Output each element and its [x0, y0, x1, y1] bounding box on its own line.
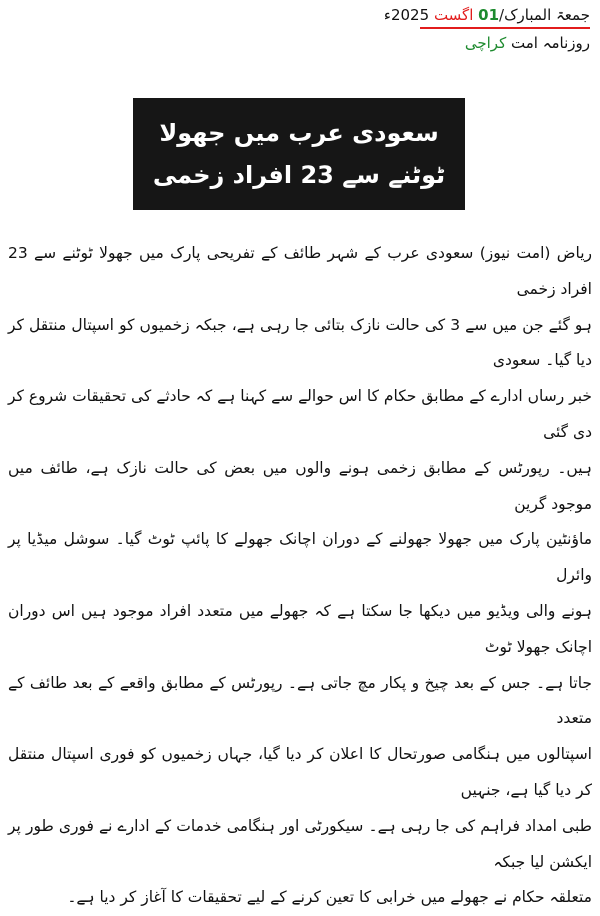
date-line — [290, 4, 590, 26]
article-line: اسپتالوں میں ہنگامی صورتحال کا اعلان کر دیا گیا، جہاں زخمیوں کو فوری اسپتال منتقل کر دیا گیا ہے، جنہیں — [8, 745, 592, 799]
article-line: ہونے والی ویڈیو میں دیکھا جا سکتا ہے کہ جھولے میں متعدد افراد موجود ہیں اس دوران اچانک جھولا ٹوٹ — [8, 601, 592, 656]
headline-box — [133, 98, 465, 210]
date-separator: / — [499, 6, 505, 24]
month: اگست — [433, 6, 474, 24]
article-line: ریاض (امت نیوز) سعودی عرب کے شہر طائف کے تفریحی پارک میں جھولا ٹوٹنے سے 23 افراد زخمی — [8, 244, 592, 298]
article-line: ہو گئے جن میں سے 3 کی حالت نازک بتائی جا رہی ہے، جبکہ زخمیوں کو اسپتال منتقل کر دیا گیا۔ سعودی — [8, 315, 593, 370]
year: 2025ء — [383, 6, 430, 24]
red-divider — [420, 27, 590, 29]
headline-line-2: ٹوٹنے سے 23 افراد زخمی — [152, 161, 446, 189]
day-number: 01 — [478, 6, 500, 24]
weekday: جمعۃ المبارک — [504, 6, 590, 24]
paper-name: روزنامہ امت — [511, 34, 590, 52]
city-name: کراچی — [464, 34, 507, 52]
masthead — [290, 4, 590, 54]
article-body — [8, 236, 592, 916]
article-line: خبر رساں ادارے کے مطابق حکام کا اس حوالے سے کہنا ہے کہ حادثے کی تحقیقات شروع کر دی گئی — [8, 387, 592, 441]
article-line: جاتا ہے۔ جس کے بعد چیخ و پکار مچ جاتی ہے۔ رپورٹس کے مطابق واقعے کے بعد طائف کے متعدد — [8, 673, 592, 728]
headline-line-1: سعودی عرب میں جھولا — [159, 119, 439, 147]
article-line: ہیں۔ رپورٹس کے مطابق زخمی ہونے والوں میں بعض کی حالت نازک ہے، طائف میں موجود گرین — [8, 458, 592, 513]
paper-line — [290, 32, 590, 54]
article-line: ماؤنٹین پارک میں جھولا جھولنے کے دوران اچانک جھولے کا پائپ ٹوٹ گیا۔ سوشل میڈیا پر وائرل — [8, 530, 592, 585]
article-line: متعلقہ حکام نے جھولے میں خرابی کا تعین کرنے کے لیے تحقیقات کا آغاز کر دیا ہے۔ — [67, 888, 592, 907]
article-line: طبی امداد فراہم کی جا رہی ہے۔ سیکورٹی اور ہنگامی خدمات کے ادارے نے فوری طور پر ایکشن لیا جبکہ — [8, 816, 592, 871]
